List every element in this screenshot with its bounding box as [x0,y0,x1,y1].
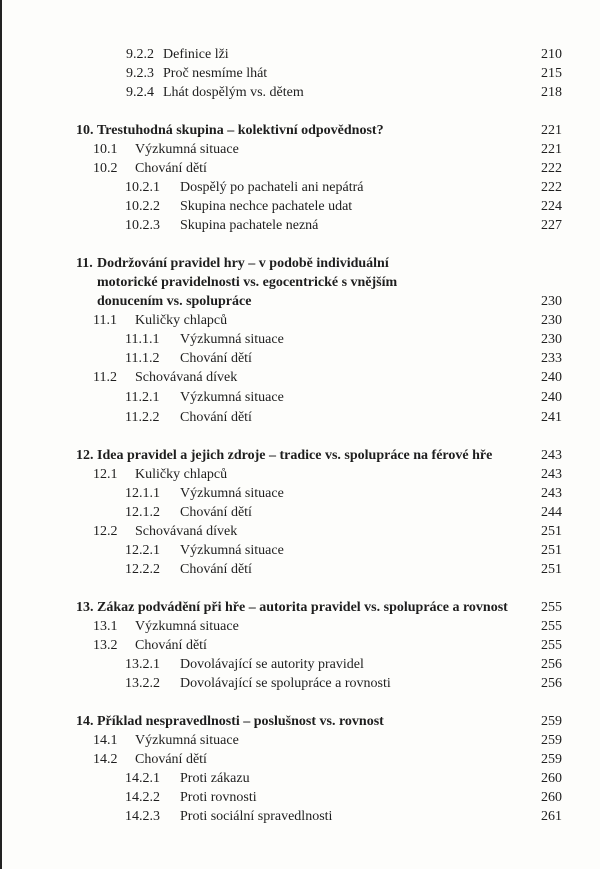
toc-chapter-row[interactable] [0,121,600,141]
toc-title: motorické pravidelnosti vs. egocentrické s vnějším [97,275,398,290]
toc-section-row[interactable] [0,731,600,751]
toc-number: 12. [76,448,94,463]
toc-number: 14.2.3 [125,809,160,824]
toc-title: Kuličky chlapců [135,313,228,328]
toc-page-number: 222 [541,161,562,176]
toc-number: 10.2.1 [125,180,160,195]
toc-section-row[interactable] [0,159,600,179]
toc-number: 10.2 [93,161,118,176]
toc-number: 13.2.2 [125,676,160,691]
toc-title: Dodržování pravidel hry – v podobě individuální [97,256,389,271]
toc-chapter-row[interactable] [0,598,600,618]
toc-subsection-row[interactable] [0,541,600,561]
toc-title: Zákaz podvádění při hře – autorita pravidel vs. spolupráce a rovnost [97,600,508,615]
toc-subsection-row[interactable] [0,788,600,808]
toc-page-number: 251 [541,524,562,539]
toc-number: 14.2 [93,752,118,767]
toc-section-row[interactable] [0,140,600,160]
toc-title: Výzkumná situace [135,733,239,748]
toc-chapter-row[interactable] [0,292,600,312]
toc-number: 14.1 [93,733,118,748]
toc-number: 14.2.1 [125,771,160,786]
toc-section-row[interactable] [0,522,600,542]
toc-page-number: 233 [541,351,562,366]
toc-number: 12.2 [93,524,118,539]
toc-number: 10. [76,123,94,138]
toc-page-number: 243 [541,467,562,482]
toc-title: Dovolávající se autority pravidel [180,657,364,672]
toc-title: Chování dětí [135,752,207,767]
toc-number: 13.2 [93,638,118,653]
toc-section-row[interactable] [0,617,600,637]
toc-page-number: 256 [541,676,562,691]
toc-title: Chování dětí [135,161,207,176]
toc-page-number: 243 [541,448,562,463]
toc-title: Proti zákazu [180,771,250,786]
toc-title: Proč nesmíme lhát [163,66,268,81]
toc-title: Chování dětí [180,410,252,425]
toc-section-row[interactable] [0,368,600,388]
toc-title: Výzkumná situace [180,390,284,405]
toc-page-number: 240 [541,390,562,405]
toc-chapter-row[interactable] [0,273,600,293]
toc-title: Chování dětí [180,351,252,366]
toc-title: Chování dětí [180,562,252,577]
toc-number: 12.1.2 [125,505,160,520]
toc-page-number: 255 [541,619,562,634]
toc-title: Dovolávající se spolupráce a rovnosti [180,676,391,691]
toc-subsection-row[interactable] [0,388,600,408]
toc-subsection-row[interactable] [0,83,600,103]
toc-subsection-row[interactable] [0,807,600,827]
toc-subsection-row[interactable] [0,330,600,350]
toc-number: 11.1.2 [125,351,160,366]
toc-subsection-row[interactable] [0,349,600,369]
toc-subsection-row[interactable] [0,769,600,789]
toc-section-row[interactable] [0,311,600,331]
toc-title: Idea pravidel a jejich zdroje – tradice vs. spolupráce na férové hře [97,448,493,463]
toc-subsection-row[interactable] [0,216,600,236]
toc-subsection-row[interactable] [0,560,600,580]
toc-title: Výzkumná situace [180,486,284,501]
toc-page-number: 260 [541,771,562,786]
toc-section-row[interactable] [0,465,600,485]
toc-title: Kuličky chlapců [135,467,228,482]
toc-page-number: 215 [541,66,562,81]
toc-section-row[interactable] [0,636,600,656]
toc-number: 11.1.1 [125,332,160,347]
toc-title: Skupina nechce pachatele udat [180,199,353,214]
toc-subsection-row[interactable] [0,45,600,65]
toc-number: 9.2.3 [126,66,154,81]
toc-section-row[interactable] [0,750,600,770]
toc-page-number: 221 [541,123,562,138]
toc-title: Schovávaná dívek [135,524,238,539]
toc-title: Výzkumná situace [180,332,284,347]
toc-subsection-row[interactable] [0,503,600,523]
toc-title: Skupina pachatele nezná [180,218,319,233]
toc-title: Výzkumná situace [180,543,284,558]
toc-page-number: 251 [541,562,562,577]
toc-subsection-row[interactable] [0,655,600,675]
toc-page-number: 230 [541,313,562,328]
toc-page-number: 244 [541,505,562,520]
toc-title: Chování dětí [135,638,207,653]
toc-title: Výzkumná situace [135,142,239,157]
toc-page-number: 227 [541,218,562,233]
toc-chapter-row[interactable] [0,254,600,274]
toc-number: 12.2.1 [125,543,160,558]
toc-chapter-row[interactable] [0,446,600,466]
toc-title: Výzkumná situace [135,619,239,634]
toc-title: Trestuhodná skupina – kolektivní odpovědnost? [97,123,384,138]
toc-number: 10.2.3 [125,218,160,233]
toc-page-number: 255 [541,638,562,653]
toc-subsection-row[interactable] [0,484,600,504]
toc-title: Příklad nespravedlnosti – poslušnost vs. rovnost [97,714,384,729]
toc-number: 13.1 [93,619,118,634]
toc-title: Proti sociální spravedlnosti [180,809,333,824]
toc-title: Proti rovnosti [180,790,257,805]
toc-title: Dospělý po pachateli ani nepátrá [180,180,364,195]
toc-subsection-row[interactable] [0,674,600,694]
toc-page-number: 241 [541,410,562,425]
toc-number: 11.2.2 [125,410,160,425]
toc-page-number: 230 [541,294,562,309]
toc-title: Definice lži [163,47,229,62]
toc-chapter-row[interactable] [0,712,600,732]
toc-page-number: 251 [541,543,562,558]
toc-page-number: 230 [541,332,562,347]
toc-page-number: 224 [541,199,562,214]
toc-page-number: 243 [541,486,562,501]
toc-page-number: 221 [541,142,562,157]
toc-number: 10.1 [93,142,118,157]
toc-subsection-row[interactable] [0,178,600,198]
toc-title: Schovávaná dívek [135,370,238,385]
toc-title: Chování dětí [180,505,252,520]
toc-page-number: 261 [541,809,562,824]
toc-page-number: 260 [541,790,562,805]
toc-number: 12.2.2 [125,562,160,577]
toc-number: 9.2.4 [126,85,154,100]
toc-subsection-row[interactable] [0,197,600,217]
toc-page-number: 259 [541,733,562,748]
toc-number: 11. [76,256,93,271]
toc-page-number: 256 [541,657,562,672]
toc-subsection-row[interactable] [0,64,600,84]
toc-number: 13.2.1 [125,657,160,672]
toc-page-number: 210 [541,47,562,62]
toc-page-number: 259 [541,714,562,729]
toc-number: 14.2.2 [125,790,160,805]
toc-number: 10.2.2 [125,199,160,214]
toc-page-number: 218 [541,85,562,100]
toc-title: Lhát dospělým vs. dětem [163,85,304,100]
toc-number: 14. [76,714,94,729]
toc-number: 11.2.1 [125,390,160,405]
toc-number: 12.1 [93,467,118,482]
toc-number: 12.1.1 [125,486,160,501]
toc-number: 11.2 [93,370,117,385]
toc-title: donucením vs. spolupráce [97,294,252,309]
toc-page-number: 255 [541,600,562,615]
toc-number: 9.2.2 [126,47,154,62]
toc-page-number: 222 [541,180,562,195]
toc-number: 13. [76,600,94,615]
toc-page-number: 259 [541,752,562,767]
toc-number: 11.1 [93,313,117,328]
toc-page-number: 240 [541,370,562,385]
toc-subsection-row[interactable] [0,408,600,428]
